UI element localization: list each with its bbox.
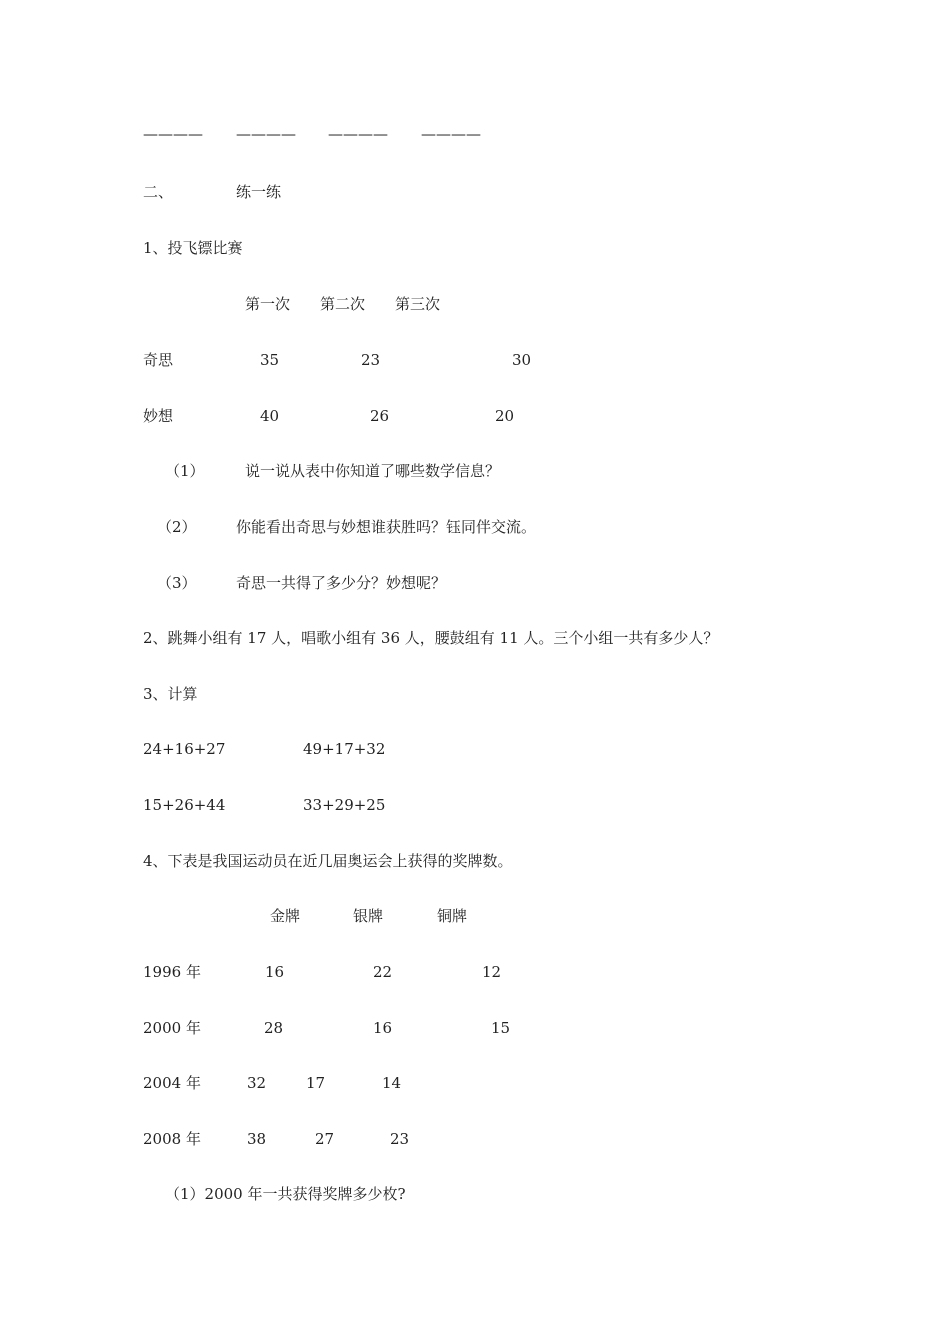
q1-sub1-text: 说一说从表中你知道了哪些数学信息？ <box>245 462 501 480</box>
answer-blank-1: ———— <box>143 125 203 143</box>
q4-cell: 15 <box>491 1019 511 1037</box>
section-title: 练一练 <box>236 183 282 201</box>
q4-cell: 38 <box>247 1130 267 1148</box>
q4-sub1-text: （1）2000 年一共获得奖牌多少枚? <box>165 1185 406 1203</box>
q1-header-first: 第一次 <box>245 295 291 313</box>
q4-header-silver: 银牌 <box>353 907 384 925</box>
q4-title: 4、下表是我国运动员在近几届奥运会上获得的奖牌数。 <box>143 852 513 870</box>
q3-expression: 33+29+25 <box>303 796 386 814</box>
q4-cell: 14 <box>382 1074 402 1092</box>
q4-cell: 32 <box>247 1074 267 1092</box>
q3-expression: 49+17+32 <box>303 740 386 758</box>
q1-cell: 35 <box>260 351 280 369</box>
q1-row-name: 奇思 <box>143 351 174 369</box>
q4-cell: 12 <box>482 963 502 981</box>
q3-expression: 24+16+27 <box>143 740 226 758</box>
q1-header-third: 第三次 <box>395 295 441 313</box>
q4-row-year: 2000 年 <box>143 1019 201 1037</box>
q3-expression: 15+26+44 <box>143 796 226 814</box>
q1-cell: 20 <box>495 407 515 425</box>
q4-cell: 27 <box>315 1130 335 1148</box>
q1-sub3-text: 奇思一共得了多少分？妙想呢？ <box>236 574 447 592</box>
q4-row-year: 1996 年 <box>143 963 201 981</box>
q1-sub1-number: （1） <box>165 462 205 480</box>
q1-sub2-number: （2） <box>157 518 197 536</box>
q4-cell: 16 <box>373 1019 393 1037</box>
q4-cell: 17 <box>306 1074 326 1092</box>
answer-blank-4: ———— <box>421 125 481 143</box>
q1-header-second: 第二次 <box>320 295 366 313</box>
section-number: 二、 <box>143 183 174 201</box>
q4-cell: 23 <box>390 1130 410 1148</box>
q1-sub3-number: （3） <box>157 574 197 592</box>
q4-header-gold: 金牌 <box>270 907 301 925</box>
q1-title: 1、投飞镖比赛 <box>143 239 243 257</box>
q1-cell: 26 <box>370 407 390 425</box>
q1-row-name: 妙想 <box>143 407 174 425</box>
q2-text: 2、跳舞小组有 17 人，唱歌小组有 36 人，腰鼓组有 11 人。三个小组一共有多少人？ <box>143 629 719 647</box>
q1-cell: 30 <box>512 351 532 369</box>
q1-cell: 40 <box>260 407 280 425</box>
q1-sub2-text: 你能看出奇思与妙想谁获胜吗？钰同伴交流。 <box>236 518 537 536</box>
q4-row-year: 2004 年 <box>143 1074 201 1092</box>
q4-row-year: 2008 年 <box>143 1130 201 1148</box>
q3-title: 3、计算 <box>143 685 198 703</box>
q4-cell: 22 <box>373 963 393 981</box>
q4-header-bronze: 铜牌 <box>437 907 468 925</box>
q4-cell: 28 <box>264 1019 284 1037</box>
q1-cell: 23 <box>361 351 381 369</box>
q4-cell: 16 <box>265 963 285 981</box>
answer-blank-3: ———— <box>328 125 388 143</box>
answer-blank-2: ———— <box>236 125 296 143</box>
